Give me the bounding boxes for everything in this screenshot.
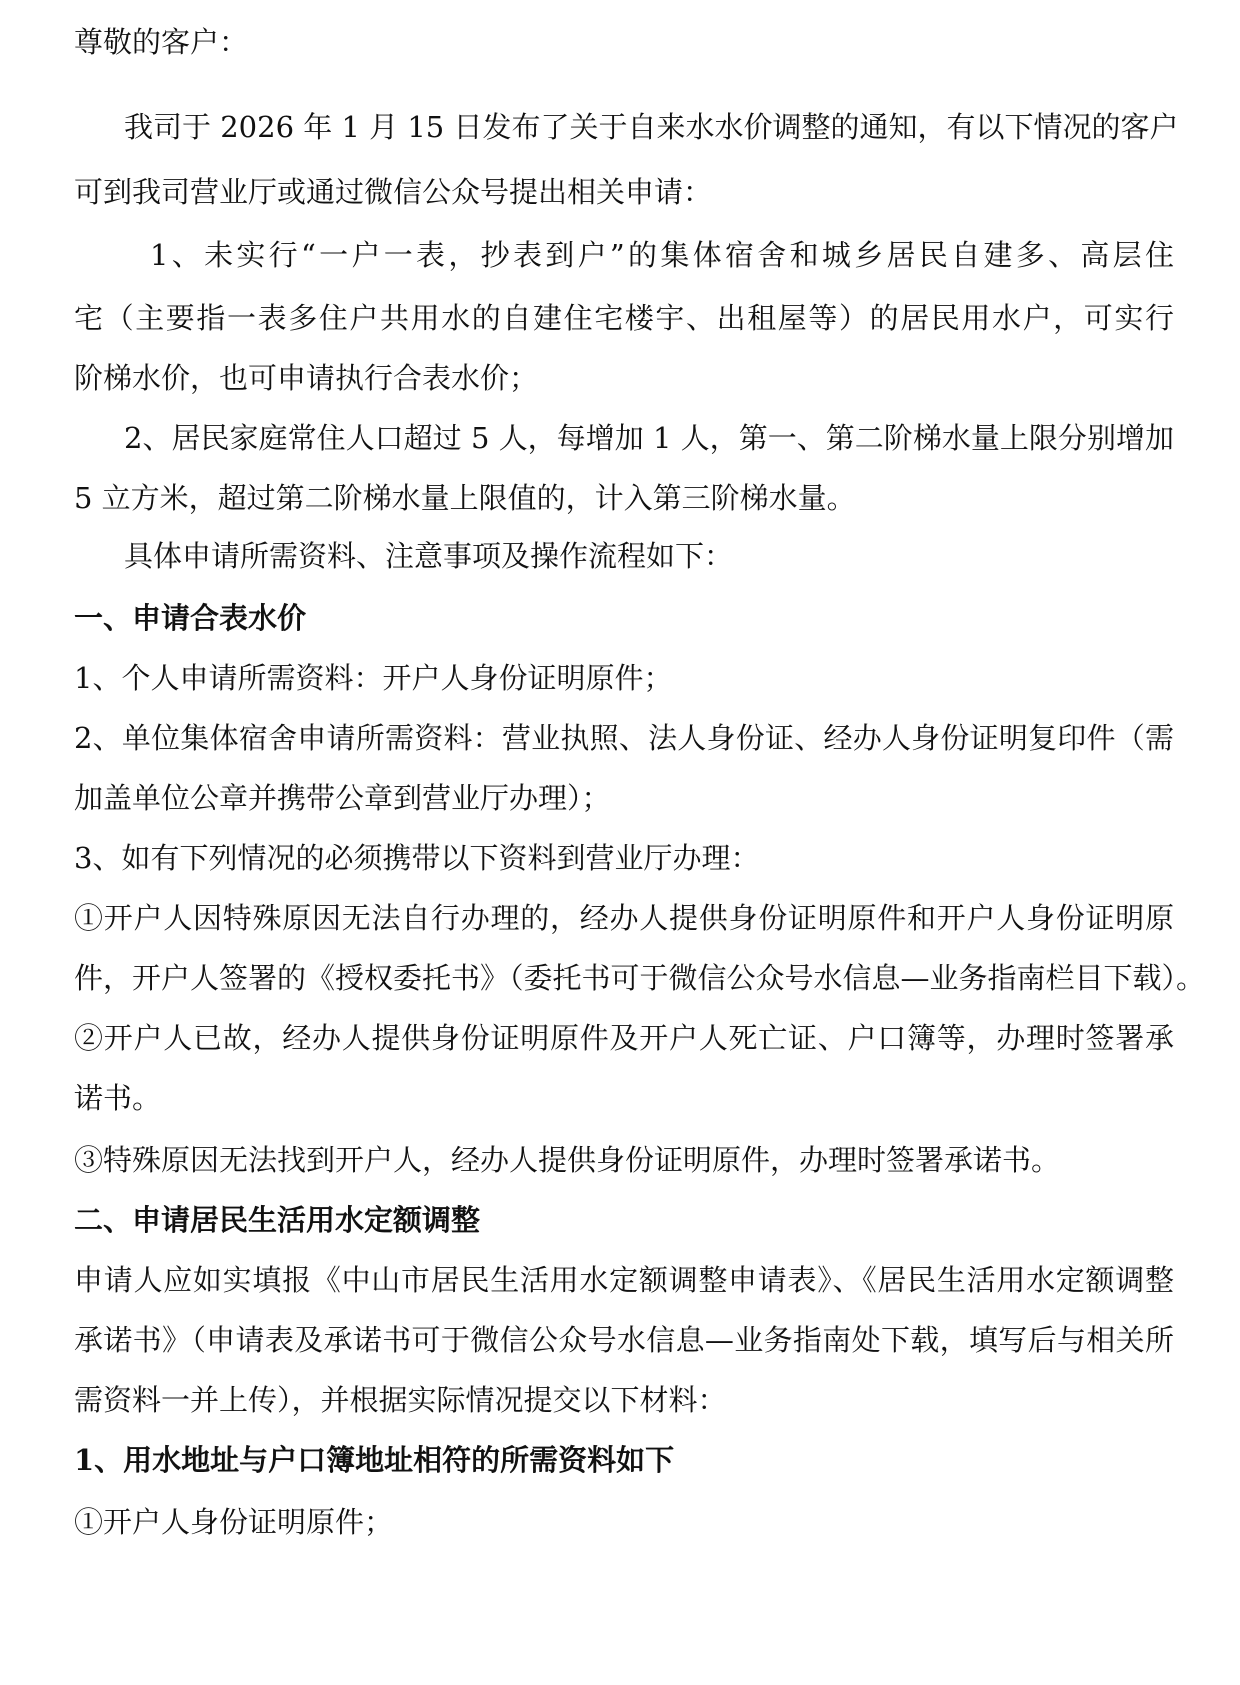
section-1-heading: 一、申请合表水价 bbox=[74, 601, 307, 635]
section-2-para-line-1: 申请人应如实填报《中山市居民生活用水定额调整申请表》、《居民生活用水定额调整 bbox=[74, 1263, 1174, 1297]
section-1-item-3: 3、如有下列情况的必须携带以下资料到营业厅办理： bbox=[74, 841, 760, 875]
salutation: 尊敬的客户： bbox=[74, 25, 249, 59]
section-2-subheading-1: 1、用水地址与户口簿地址相符的所需资料如下 bbox=[74, 1443, 675, 1477]
section-1-sub-1-line-2: 件，开户人签署的《授权委托书》（委托书可于微信公众号水信息—业务指南栏目下载）。 bbox=[74, 961, 1206, 995]
section-1-sub-2-line-2: 诺书。 bbox=[74, 1081, 162, 1115]
section-2-para-line-3: 需资料一并上传），并根据实际情况提交以下材料： bbox=[74, 1383, 727, 1417]
section-1-item-2-line-2: 加盖单位公章并携带公章到营业厅办理）； bbox=[74, 781, 611, 815]
section-1-sub-1-line-1: ①开户人因特殊原因无法自行办理的，经办人提供身份证明原件和开户人身份证明原 bbox=[74, 901, 1174, 935]
section-2-heading: 二、申请居民生活用水定额调整 bbox=[74, 1203, 481, 1237]
section-1-sub-2-line-1: ②开户人已故，经办人提供身份证明原件及开户人死亡证、户口簿等，办理时签署承 bbox=[74, 1021, 1174, 1055]
process-intro: 具体申请所需资料、注意事项及操作流程如下： bbox=[124, 539, 734, 573]
section-1-sub-3: ③特殊原因无法找到开户人，经办人提供身份证明原件，办理时签署承诺书。 bbox=[74, 1143, 1061, 1177]
intro-line-2: 可到我司营业厅或通过微信公众号提出相关申请： bbox=[74, 175, 713, 209]
condition-1-line-1: 1、未实行“一户一表，抄表到户”的集体宿舍和城乡居民自建多、高层住 bbox=[150, 238, 1174, 272]
section-1-item-1: 1、个人申请所需资料：开户人身份证明原件； bbox=[74, 661, 673, 695]
intro-line-1: 我司于 2026 年 1 月 15 日发布了关于自来水水价调整的通知，有以下情况的客户 bbox=[124, 110, 1179, 144]
condition-2-line-2: 5 立方米，超过第二阶梯水量上限值的，计入第三阶梯水量。 bbox=[74, 481, 856, 515]
section-1-item-2-line-1: 2、单位集体宿舍申请所需资料：营业执照、法人身份证、经办人身份证明复印件（需 bbox=[74, 721, 1174, 755]
condition-1-line-2: 宅（主要指一表多住户共用水的自建住宅楼宇、出租屋等）的居民用水户，可实行 bbox=[74, 301, 1174, 335]
section-2-para-line-2: 承诺书》（申请表及承诺书可于微信公众号水信息—业务指南处下载，填写后与相关所 bbox=[74, 1323, 1174, 1357]
section-2-sub-1: ①开户人身份证明原件； bbox=[74, 1505, 394, 1539]
condition-2-line-1: 2、居民家庭常住人口超过 5 人，每增加 1 人，第一、第二阶梯水量上限分别增加 bbox=[124, 421, 1174, 455]
condition-1-line-3: 阶梯水价，也可申请执行合表水价； bbox=[74, 361, 539, 395]
